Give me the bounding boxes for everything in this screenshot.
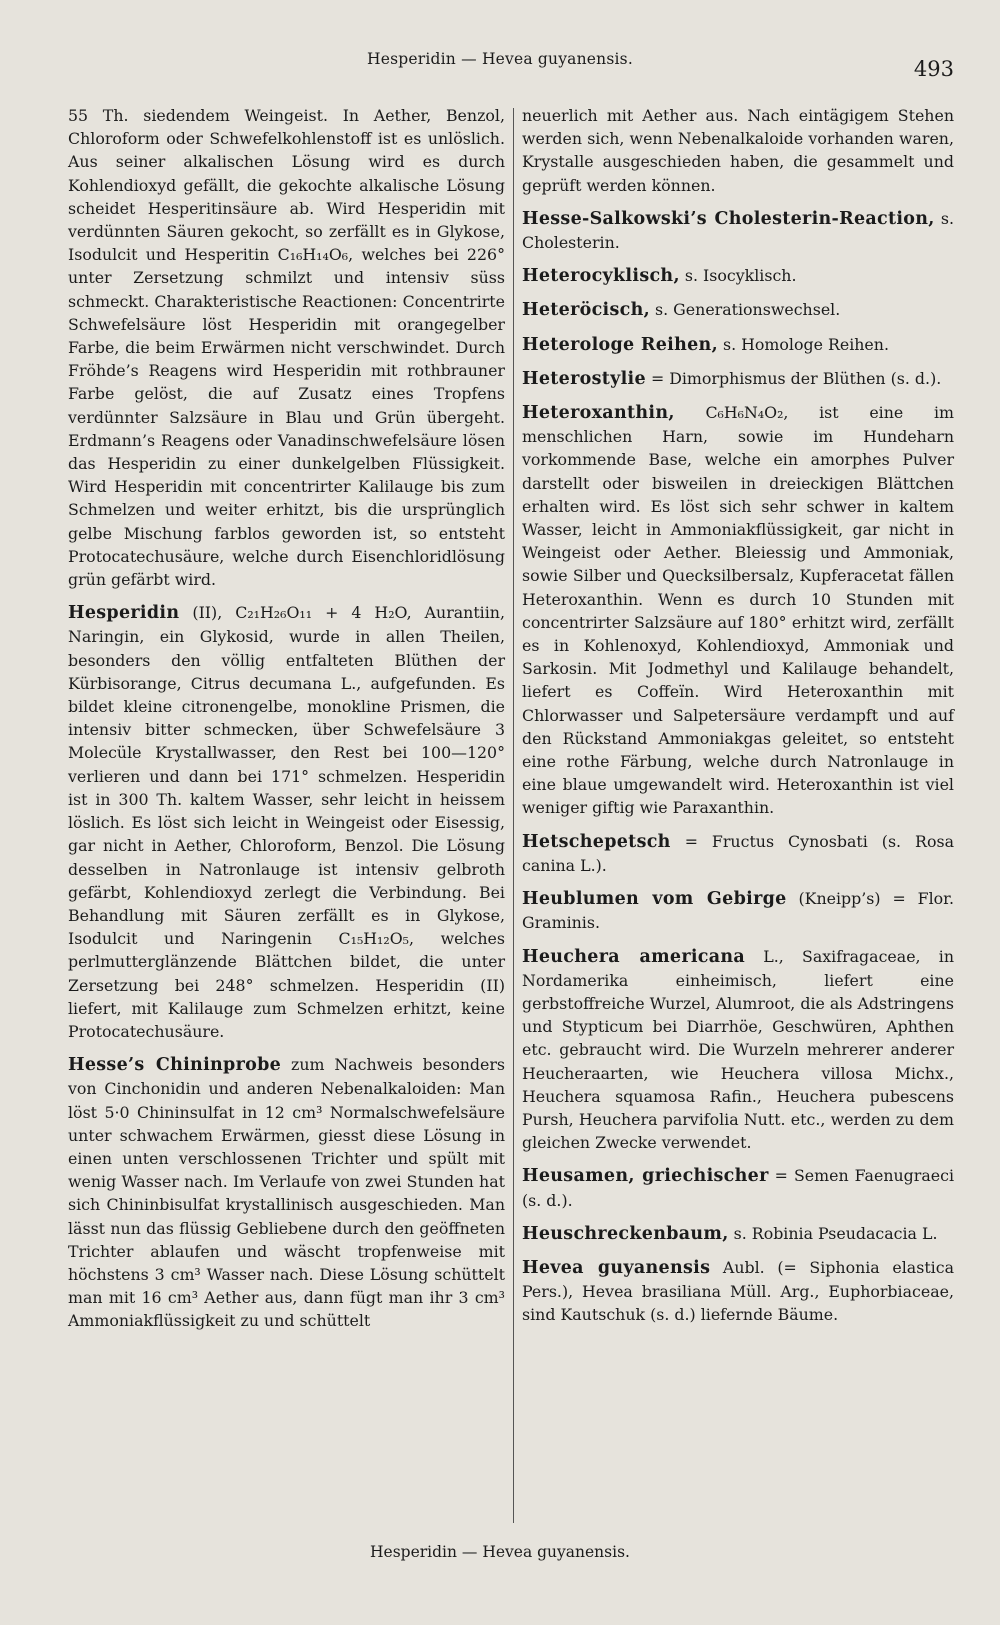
continuation-paragraph: neuerlich mit Aether aus. Nach eintägigem Stehen werden sich, wenn Nebenalkaloide vorhanden waren, Krystalle ausgeschieden haben, die gesammelt und geprüft werden können.	[522, 106, 954, 195]
entry-headword: Heusamen, griechischer	[522, 1166, 769, 1187]
entry-heteroxanthin	[522, 401, 954, 820]
entry-headword: Heublumen vom Gebirge	[522, 889, 787, 910]
entry-heterologe-reihen	[522, 333, 954, 357]
right-column	[522, 104, 954, 1327]
entry-headword: Hevea guyanensis	[522, 1257, 711, 1278]
entry-heterostylie	[522, 367, 954, 391]
entry-heublumen	[522, 887, 954, 934]
running-header: Hesperidin — Hevea guyanensis.	[367, 50, 633, 68]
entry-headword: Heterostylie	[522, 368, 646, 389]
entry-headword: Hesse’s Chininprobe	[68, 1055, 282, 1076]
entry-text: = Semen Faenugraeci (s. d.).	[522, 1166, 954, 1210]
entry-hevea-guyanensis	[522, 1256, 954, 1327]
entry-headword: Hetschepetsch	[522, 831, 671, 852]
entry-heusamen	[522, 1164, 954, 1211]
entry-text: = Fructus Cynosbati (s. Rosa canina L.).	[522, 831, 954, 875]
entry-hetschepetsch	[522, 830, 954, 877]
entry-headword: Heteröcisch,	[522, 300, 651, 321]
entry-text: s. Generationswechsel.	[650, 300, 841, 320]
entry-headword: Heterologe Reihen,	[522, 334, 718, 355]
entry-heuchera-americana	[522, 945, 954, 1155]
entry-text: zum Nachweis besonders von Cinchonidin und anderen Nebenalkaloiden: Man löst 5·0 Chininsulfat in 12 cm³ Normalschwefelsäure unter schwachem Erwärmen, giesst diese Lösung in einen unten verschlossenen Trichter und spült mit wenig Wasser nach. Im Verlaufe von zwei Stunden hat sich Chininbisulfat krystallinisch ausgeschieden. Man lässt nun das flüssig Gebliebene durch den geöffneten Trichter ablaufen und wäscht tropfenweise mit höchstens 3 cm³ Wasser nach. Diese Lösung schüttelt man mit 16 cm³ Aether aus, dann fügt man ihr 3 cm³ Ammoniakflüssigkeit zu und schüttelt	[68, 1055, 506, 1331]
page-number: 493	[913, 57, 954, 81]
entry-text: L., Saxifragaceae, in Nordamerika einheimisch, liefert eine gerbstoffreiche Wurzel, Alumroot, die als Adstringens und Stypticum bei Diarrhöe, Geschwüren, Aphthen etc. gebraucht wird. Die Wurzeln mehrerer anderer Heucheraarten, wie Heuchera villosa Michx., Heuchera squamosa Rafin., Heuchera pubescens Pursh, Heuchera parvifolia Nutt. etc., werden zu dem gleichen Zwecke verwendet.	[522, 946, 955, 1153]
entry-text: s. Isocyklisch.	[679, 266, 797, 286]
column-divider	[513, 108, 514, 1523]
entry-text: s. Robinia Pseudacacia L.	[728, 1223, 938, 1243]
entry-text: s. Homologe Reihen.	[717, 334, 889, 354]
entry-heteroecisch	[522, 298, 954, 322]
entry-headword: Heteroxanthin,	[522, 403, 675, 424]
running-footer: Hesperidin — Hevea guyanensis.	[370, 1543, 630, 1561]
entry-headword: Hesse-Salkowski’s Cholesterin-Reaction,	[522, 208, 935, 229]
continuation-paragraph: 55 Th. siedendem Weingeist. In Aether, Benzol, Chloroform oder Schwefelkohlenstoff ist es unlöslich. Aus seiner alkalischen Lösung wird es durch Kohlendioxyd gefällt, die gekochte alkalische Lösung scheidet Hesperitinsäure ab. Wird Hesperidin mit verdünnten Säuren gekocht, so zerfällt es in Glykose, Isodulcit und Hesperitin C₁₆H₁₄O₆, welches bei 226° unter Zersetzung schmilzt und intensiv süss schmeckt. Charakteristische Reactionen: Concentrirte Schwefelsäure löst Hesperidin mit orangegelber Farbe, die beim Erwärmen nicht verschwindet. Durch Fröhde’s Reagens wird Hesperidin mit rothbrauner Farbe gelöst, die auf Zusatz eines Tropfens verdünnter Salzsäure in Blau und Grün übergeht. Erdmann’s Reagens oder Vanadinschwefelsäure lösen das Hesperidin zu einer dunkelgelben Flüssigkeit. Wird Hesperidin mit concentrirter Kalilauge bis zum Schmelzen und weiter erhitzt, bis die ursprünglich gelbe Mischung farblos geworden ist, so entsteht Protocatechusäure, welche durch Eisenchloridlösung grün gefärbt wird.	[68, 106, 505, 590]
entry-heterocyklisch	[522, 264, 954, 288]
entry-text: C₆H₆N₄O₂, ist eine im menschlichen Harn, sowie im Hundeharn vorkommende Base, welche ein amorphes Pulver darstellt oder bisweilen in dreieckigen Blättchen erhalten wird. Es löst sich sehr schwer in kaltem Wasser, leicht in Ammoniakflüssigkeit, gar nicht in Weingeist oder Aether. Bleiessig und Ammoniak, sowie Silber und Quecksilbersalz, Kupferacetat fällen Heteroxanthin. Wenn es durch 10 Stunden mit concentrirter Salzsäure auf 180° erhitzt wird, zerfällt es in Kohlenoxyd, Kohlendioxyd, Ammoniak und Sarkosin. Mit Jodmethyl und Kalilauge behandelt, liefert es Coffeïn. Wird Heteroxanthin mit Chlorwasser und Salpetersäure verdampft und auf den Rückstand Ammoniakgas geleitet, so entsteht eine rothe Färbung, welche durch Natronlauge in eine blaue umgewandelt wird. Heteroxanthin ist viel weniger giftig wie Paraxanthin.	[522, 403, 954, 818]
entry-hesses-chininprobe	[68, 1053, 505, 1332]
entry-headword: Heuchera americana	[522, 946, 746, 967]
entry-text: Aubl. (= Siphonia elastica Pers.), Hevea brasiliana Müll. Arg., Euphorbiaceae, sind Kautschuk (s. d.) liefernde Bäume.	[522, 1257, 954, 1325]
entry-text: = Dimorphismus der Blüthen (s. d.).	[645, 368, 942, 388]
entry-heuschreckenbaum	[522, 1222, 954, 1246]
entry-headword: Hesperidin	[68, 603, 180, 624]
entry-headword: Heterocyklisch,	[522, 266, 680, 287]
entry-hesse-salkowski	[522, 207, 954, 254]
entry-headword: Heuschreckenbaum,	[522, 1223, 729, 1244]
entry-text: (II), C₂₁H₂₆O₁₁ + 4 H₂O, Aurantiin, Naringin, ein Glykosid, wurde in allen Theilen, besonders den völlig entfalteten Blüthen der Kürbisorange, Citrus decumana L., aufgefunden. Es bildet kleine citronengelbe, monokline Prismen, die intensiv bitter schmecken, über Schwefelsäure 3 Molecüle Krystallwasser, den Rest bei 100—120° verlieren und dann bei 171° schmelzen. Hesperidin ist in 300 Th. kaltem Wasser, sehr leicht in heissem löslich. Es löst sich leicht in Weingeist oder Eisessig, gar nicht in Aether, Chloroform, Benzol. Die Lösung desselben in Natronlauge ist intensiv gelbroth gefärbt, Kohlendioxyd zerlegt die Verbindung. Bei Behandlung mit Säuren zerfällt es in Glykose, Isodulcit und Naringenin C₁₅H₁₂O₅, welches perlmutterglänzende Blättchen bildet, die unter Zersetzung bei 248° schmelzen. Hesperidin (II) liefert, mit Kalilauge zum Schmelzen erhitzt, keine Protocatechusäure.	[68, 603, 505, 1041]
entry-text: s. Cholesterin.	[522, 208, 955, 253]
entry-hesperidin-ii	[68, 601, 505, 1043]
left-column	[68, 104, 505, 1333]
entry-text: (Kneipp’s) = Flor. Graminis.	[522, 889, 954, 933]
